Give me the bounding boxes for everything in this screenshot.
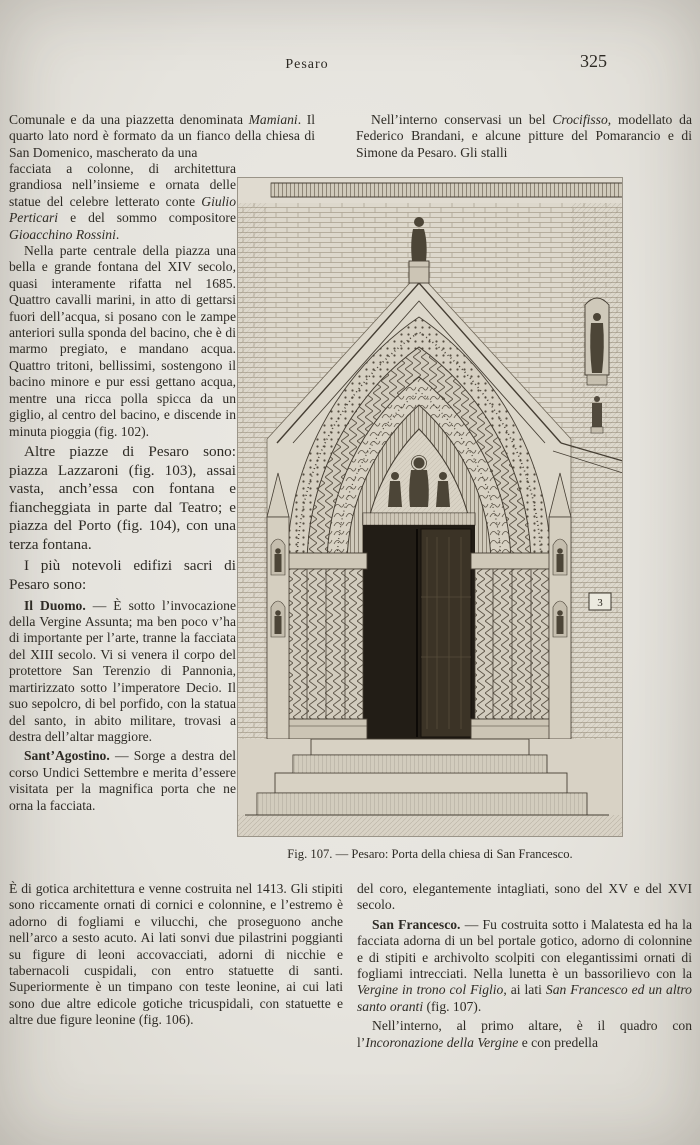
plate-number: 3 xyxy=(597,597,603,609)
paragraph-altre-piazze: Altre piazze di Pesaro sono: piazza Lazzaroni (fig. 103), assai vasta, anch’essa con fontana e fiancheggiata in parte dal Teatro; e piazza del Porto (fig. 104), con una terza fontana. xyxy=(9,442,236,553)
paragraph-interno-crocifisso: Nell’interno conservasi un bel Crocifisso, modellato da Federico Brandani, e alcune pitture del Pomarancio e di Simone da Pesaro. Gli stalli xyxy=(356,112,693,160)
paragraph-san-francesco: San Francesco. — Fu costruita sotto i Malatesta ed ha la facciata adorna di un bel portale gotico, adorno di colonnine e di stipiti e archivolto scolpiti con elegantissimi ornati di fogliami intrecciati. Nella lunetta è un bassorilievo con la Vergine in trono col Figlio, ai lati San Francesco ed un altro santo oranti (fig. 107). xyxy=(357,916,692,1014)
engraving-porta-san-francesco xyxy=(237,177,623,837)
bottom-right-column xyxy=(357,881,692,1051)
doorway xyxy=(363,525,475,739)
figure-porta-san-francesco xyxy=(237,177,623,837)
paragraph-sant-agostino: Sant’Agostino. — Sorge a destra del corso Undici Settembre e merita d’essere visitata per la magnifica porta che ne orna la facciata. xyxy=(9,748,236,813)
paragraph-coro: del coro, elegantemente intagliati, sono del XV e del XVI secolo. xyxy=(357,881,692,913)
paragraph-comunale: Comunale e da una piazzetta denominata Mamiani. Il quarto lato nord è formato da un fianco della chiesa di San Domenico, mascherato da una xyxy=(9,112,315,160)
paragraph-il-duomo: Il Duomo. — È sotto l’invocazione della Vergine Assunta; ma ben poco v’ha di importante per l’arte, tranne la facciata del XIII secolo. Vi si venera il corpo del protettore San Terenzio di Pannonia, martirizzato sotto l’imperatore Decio. Il suo sepolcro, di bel porfido, con la statua del santo, in abito militare, trovasi a destra dell’altar maggiore. xyxy=(9,597,236,744)
running-head: Pesaro xyxy=(285,57,329,72)
paragraph-edifizi-sacri: I più notevoli edifizi sacri di Pesaro sono: xyxy=(9,557,236,594)
plate-number-plaque xyxy=(589,593,611,610)
paragraph-gotica-architettura: È di gotica architettura e venne costruita nel 1413. Gli stipiti sono riccamente ornati di cornici e colonnine, e l’estremo è adorno di fogliami e vilucchi, che proseguono anche nell’arco a sesto acuto. Ai lati sonvi due pilastrini poggianti su figure di leoni accovacciati, adorni di nicchie e tabernacoli cuspidali, con entro statuette di santi. Superiormente è un timpano con teste leonine, ai cui lati sono due altre edicole gotiche tricuspidali, con statuette e altre due figure leonine (fig. 106). xyxy=(9,881,343,1028)
top-cornice xyxy=(271,183,623,197)
paragraph-facciata: facciata a colonne, di architettura grandiosa nell’insieme e ornata delle statue del celebre letterato conte Giulio Perticari e del sommo compositore Gioacchino Rossini. xyxy=(9,161,236,242)
right-column-top xyxy=(356,112,692,161)
bottom-left-column xyxy=(9,881,343,1029)
paragraph-fontana: Nella parte centrale della piazza una bella e grande fontana del XIV secolo, quasi interamente rifatta nel 1685. Quattro cavalli marini, in atto di gettarsi fuori dell’acqua, si posano con le zampe anteriori sulla sponda del bacino, che è di marmo pregiato, e mandano acqua. Quattro tritoni, bellissimi, sostengono il bacino minore e pur essi gettano acqua, mentre una ricca polla spicca da un giglio, al centro del bacino, e discende in minuta pioggia (fig. 102). xyxy=(9,243,236,439)
figure-caption: Fig. 107. — Pesaro: Porta della chiesa di San Francesco. xyxy=(287,847,573,861)
paragraph-interno-altare: Nell’interno, al primo altare, è il quadro con l’Incoronazione della Vergine e con predella xyxy=(357,1018,692,1050)
left-column xyxy=(9,161,236,814)
page-number: 325 xyxy=(580,51,607,71)
portal-steps xyxy=(237,739,623,837)
